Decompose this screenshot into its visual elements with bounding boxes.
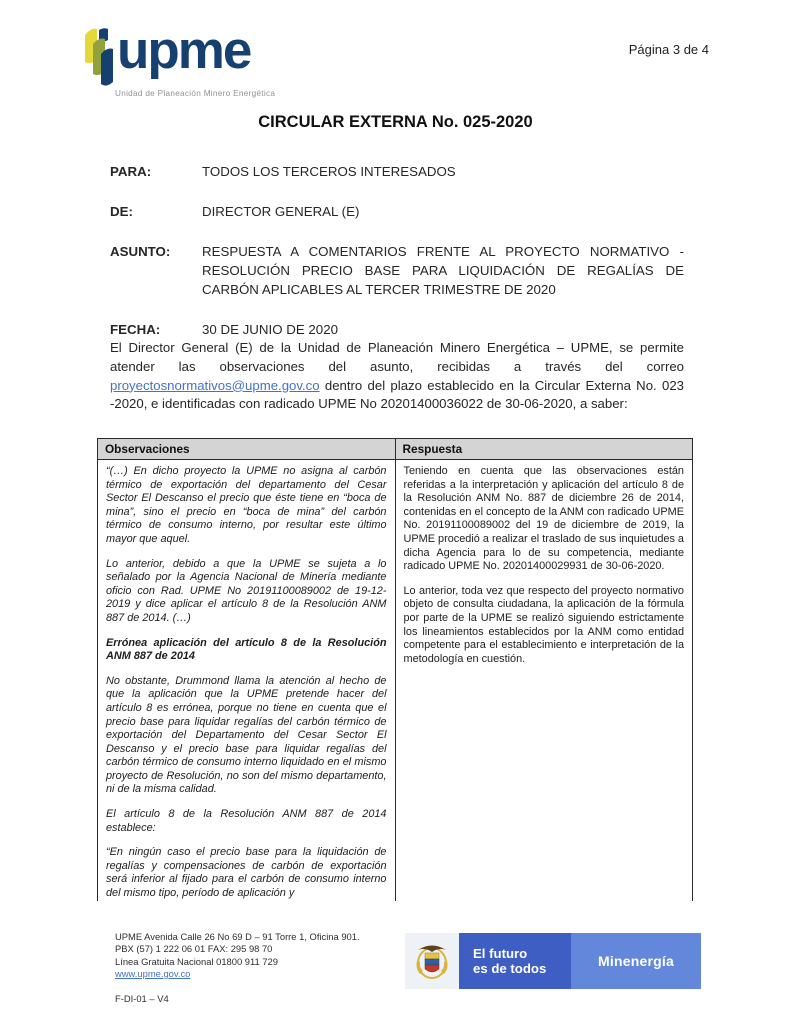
footer-address-line1: UPME Avenida Calle 26 No 69 D – 91 Torre 1, Oficina 901. <box>115 931 360 942</box>
upme-logo-icon <box>84 26 114 88</box>
page-number: Página 3 de 4 <box>628 42 709 57</box>
footer-address-line3: Línea Gratuita Nacional 01800 911 729 <box>115 955 278 967</box>
banner-slogan <box>459 933 571 989</box>
website-link[interactable]: www.upme.gov.co <box>115 967 191 979</box>
observation-paragraph: El artículo 8 de la Resolución ANM 887 de 2014 establece: <box>106 808 387 834</box>
observations-table <box>97 438 693 901</box>
upme-logo-caption: Unidad de Planeación Minero Energética <box>115 89 276 98</box>
para-value: TODOS LOS TERCEROS INTERESADOS <box>202 164 456 179</box>
table-body-row <box>98 460 693 901</box>
intro-text-before: El Director General (E) de la Unidad de Planeación Minero Energética – UPME, se permite atender las observaciones del asunto, recibidas a través del correo <box>110 340 684 374</box>
observation-paragraph: “En ningún caso el precio base para la liquidación de regalías y compensaciones de carbón de exportación será inferior al fijado para el carbón de consumo interno del mismo tipo, período de aplicación y <box>106 846 387 900</box>
de-label: DE: <box>110 204 133 219</box>
response-paragraph: Teniendo en cuenta que las observaciones están referidas a la interpretación y aplicación del artículo 8 de la Resolución ANM No. 887 de diciembre 26 de 2014, contenidas en el concepto de la ANM con radicado UPME No. 20191100089002 del 19 de diciembre de 2019, la UPME procedió a realizar el traslado de sus inquietudes a dicha Agencia para lo de su competencia, mediante radicado UPME No. 20201400029931 de 30-06-2020. <box>403 465 684 573</box>
meta-row-para <box>110 162 684 181</box>
observation-paragraph: Lo anterior, debido a que la UPME se sujeta a lo señalado por la Agencia Nacional de Minería mediante oficio con Rad. UPME No 20191100089002 de 19-12-2019 y dice aplicar el artículo 8 de la Resolución ANM 887 de 2014. (…) <box>106 557 387 624</box>
footer-address-block <box>115 931 360 1005</box>
observation-paragraph: No obstante, Drummond llama la atención al hecho de que la aplicación que la UPME pretende hacer del artículo 8 es errónea, porque no tiene en cuenta que el precio base para liquidar regalías del carbón térmico de exportación del Departamento del Cesar Sector El Descanso y el precio base para liquidar regalías del carbón térmico de consumo interno liquidado en el mismo proyecto de Resolución, no son del mismo departamento, ni de la misma calidad. <box>106 674 387 796</box>
respuesta-cell <box>395 460 693 901</box>
government-banner <box>405 933 701 989</box>
fecha-label: FECHA: <box>110 322 161 337</box>
intro-text-after: dentro del plazo establecido en la Circular Externa No. 023 -2020, e identificadas con radicado UPME No 20201400036022 de 30-06-2020, a saber: <box>110 377 684 412</box>
footer-address-line2: PBX (57) 1 222 06 01 FAX: 295 98 70 <box>115 943 273 955</box>
banner-slogan-line1: El futuro <box>473 946 528 961</box>
header-observaciones: Observaciones <box>98 439 396 460</box>
meta-row-de <box>110 202 684 221</box>
response-paragraph: Lo anterior, toda vez que respecto del proyecto normativo objeto de consulta ciudadana, la aplicación de la fórmula por parte de la UPME se realizó siguiendo estrictamente los lineamientos establecidos por la ANM como entidad competente para el establecimiento e interpretación de la metodología en cuestión. <box>403 584 684 665</box>
meta-row-asunto <box>110 242 684 299</box>
de-value: DIRECTOR GENERAL (E) <box>202 204 360 219</box>
intro-paragraph <box>110 339 684 414</box>
document-title: CIRCULAR EXTERNA No. 025-2020 <box>258 113 533 131</box>
form-code: F-DI-01 – V4 <box>115 993 169 1005</box>
fecha-value: 30 DE JUNIO DE 2020 <box>202 322 338 337</box>
banner-ministry-label: Minenergía <box>571 933 701 989</box>
meta-block <box>110 162 684 360</box>
coat-of-arms-icon <box>414 941 450 981</box>
banner-slogan-line2: es de todos <box>473 961 547 976</box>
meta-row-fecha <box>110 320 684 339</box>
asunto-value: RESPUESTA A COMENTARIOS FRENTE AL PROYECTO NORMATIVO - RESOLUCIÓN PRECIO BASE PARA LIQUIDACIÓN DE REGALÍAS DE CARBÓN APLICABLES AL TERCER TRIMESTRE DE 2020 <box>202 244 684 297</box>
upme-logo <box>84 22 304 98</box>
observation-paragraph: “(…) En dicho proyecto la UPME no asigna al carbón térmico de exportación del departamento del Cesar Sector El Descanso el precio que éste tiene en “boca de mina”, sino el precio en “boca de mina” del carbón térmico de consumo interno, por resultar este último mayor que aquel. <box>106 465 387 545</box>
header-respuesta: Respuesta <box>395 439 693 460</box>
crest-panel <box>405 933 459 989</box>
upme-wordmark: upme <box>117 21 251 80</box>
observaciones-cell <box>98 460 396 901</box>
observation-subheading: Errónea aplicación del artículo 8 de la Resolución ANM 887 de 2014 <box>106 636 387 663</box>
para-label: PARA: <box>110 164 152 179</box>
table-header-row <box>98 439 693 460</box>
asunto-label: ASUNTO: <box>110 244 171 259</box>
email-link[interactable]: proyectosnormativos@upme.gov.co <box>110 377 320 393</box>
